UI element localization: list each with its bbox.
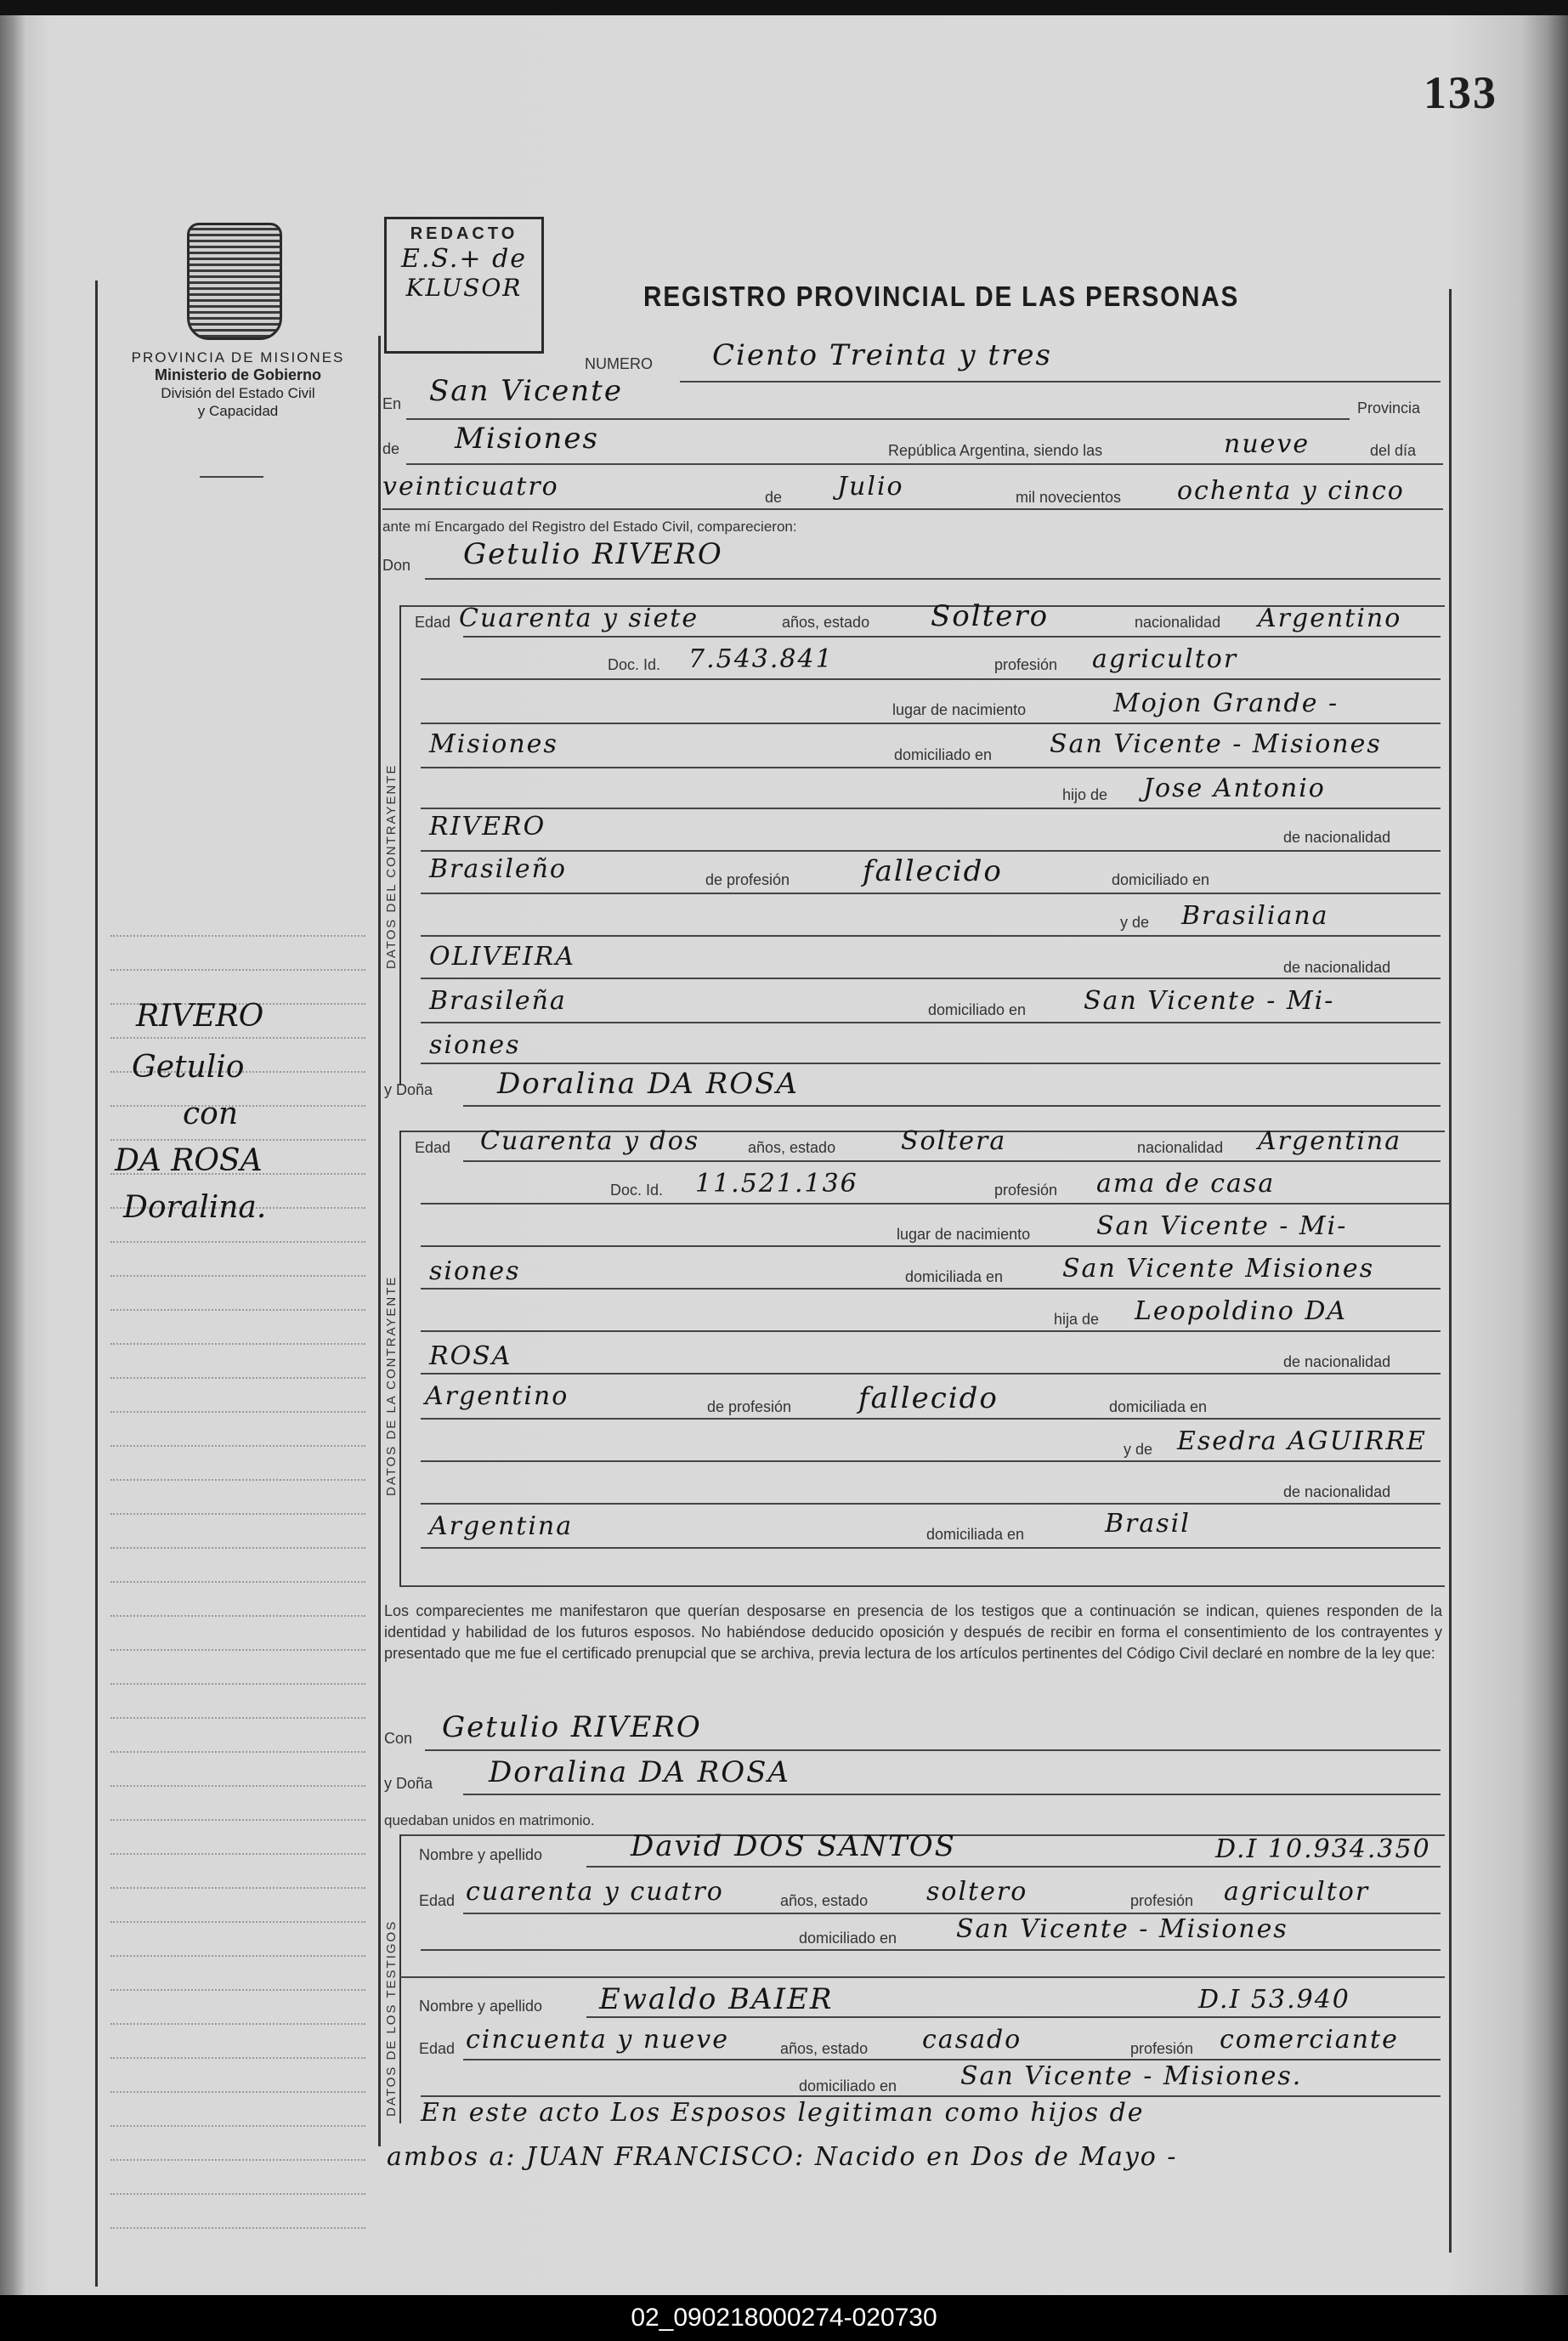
margin-dotted-line — [110, 1513, 365, 1515]
de-label: de — [382, 440, 400, 457]
f-dom-label: domiciliada en — [905, 1268, 1004, 1285]
margin-dotted-line — [110, 1343, 365, 1345]
mil-label: mil novecientos — [1016, 489, 1122, 506]
f-edad-value: Cuarenta y dos — [480, 1126, 700, 1156]
footer-id: 02_090218000274-020730 — [631, 2304, 937, 2332]
margin-dotted-line — [110, 969, 365, 971]
c-doc-line — [421, 678, 1441, 680]
t2-dom-value: San Vicente - Misiones. — [960, 2061, 1303, 2091]
t1-nombre-value: David DOS SANTOS — [631, 1829, 956, 1863]
f-prof-label: profesión — [994, 1182, 1058, 1199]
c-madre-dom-line — [421, 1063, 1441, 1064]
t2-nombre-line — [586, 2016, 1441, 2018]
margin-dotted-line — [110, 2159, 365, 2161]
t1-nombre-line — [586, 1866, 1441, 1868]
margin-dotted-line — [110, 1037, 365, 1039]
margin-dotted-line — [110, 1989, 365, 1991]
margin-dotted-line — [110, 1445, 365, 1447]
margin-dotted-line — [110, 2193, 365, 2195]
t1-anios-label: años, estado — [780, 1892, 869, 1909]
margin-note-line-4: DA ROSA — [115, 1143, 263, 1178]
f-madre-nac: Argentina — [429, 1511, 574, 1541]
page-top-edge — [0, 0, 1568, 15]
contrayente-section-label: DATOS DEL CONTRAYENTE — [384, 763, 399, 969]
division-label-2: y Capacidad — [197, 403, 279, 419]
c-prof-value: agricultor — [1092, 644, 1238, 674]
c-hijo-label: hijo de — [1062, 786, 1108, 803]
c-madre-value-2: OLIVEIRA — [429, 942, 576, 972]
c-padre-prof: fallecido — [863, 854, 1003, 888]
f-dom-value: San Vicente Misiones — [1062, 1254, 1375, 1284]
main-left-border — [378, 336, 381, 2146]
stamp-title: REDACTO — [410, 224, 518, 243]
t1-edad-value: cuarenta y cuatro — [466, 1877, 724, 1907]
f-anios-label: años, estado — [748, 1139, 836, 1156]
t2-nombre-label: Nombre y apellido — [419, 1998, 543, 2015]
coat-of-arms-seal — [187, 223, 282, 340]
stamp-line-2: KLUSOR — [405, 274, 523, 302]
margin-dotted-line — [110, 1275, 365, 1277]
margin-dotted-line — [110, 2227, 365, 2229]
margin-dotted-line — [110, 1887, 365, 1889]
ante-label: ante mí Encargado del Registro del Estado Civil, comparecieron: — [382, 519, 797, 535]
f-hija-line — [421, 1330, 1441, 1332]
en-label: En — [382, 395, 402, 412]
ministry-label: Ministerio de Gobierno — [154, 366, 321, 383]
t2-nombre-value: Ewaldo BAIER — [599, 1982, 834, 2016]
margin-note-line-5: Doralina. — [123, 1190, 267, 1225]
c-madre-value: Brasiliana — [1181, 901, 1329, 931]
c-de-nac-label: de nacionalidad — [1283, 829, 1391, 846]
c-lugar-value: Mojon Grande - — [1113, 689, 1339, 718]
c-edad-value: Cuarenta y siete — [459, 604, 699, 633]
t2-dom-line — [421, 2095, 1441, 2097]
en-line — [406, 418, 1350, 420]
don-value: Getulio RIVERO — [463, 537, 723, 571]
f-estado-value: Soltera — [901, 1126, 1007, 1156]
margin-note-line-3: con — [183, 1097, 239, 1131]
en-value: San Vicente — [429, 374, 623, 408]
f-hija-label: hija de — [1054, 1311, 1100, 1328]
c-de-prof-label: de profesión — [705, 871, 790, 888]
f-lugar-line — [421, 1245, 1441, 1247]
t1-dom-value: San Vicente - Misiones — [956, 1914, 1288, 1944]
margin-note-line-1: RIVERO — [136, 999, 264, 1034]
f-madre2-line — [421, 1503, 1441, 1505]
f-edad-label: Edad — [415, 1139, 451, 1156]
page-number: 133 — [1424, 67, 1497, 118]
c-dom2-label: domiciliado en — [1112, 871, 1210, 888]
t2-edad-line — [463, 2059, 1441, 2060]
hora-value: nueve — [1224, 429, 1310, 459]
f-de-prof-label: de profesión — [707, 1398, 792, 1415]
margin-dotted-line — [110, 1751, 365, 1753]
margin-dotted-line — [110, 2091, 365, 2093]
dona-label: y Doña — [384, 1081, 433, 1098]
f-dom2-label: domiciliada en — [1109, 1398, 1208, 1415]
f-doc-value: 11.521.136 — [695, 1169, 858, 1199]
f-dom-line — [421, 1288, 1441, 1290]
numero-value: Ciento Treinta y tres — [712, 338, 1052, 372]
dia-value: veinticuatro — [382, 472, 559, 502]
c-y-de-label: y de — [1120, 914, 1150, 931]
c-nac-label: nacionalidad — [1135, 614, 1221, 631]
declaration-paragraph: Los comparecientes me manifestaron que querían desposarse en presencia de los testigos que a continuación se indican, quienes responden de la identidad y habilidad de los futuros esposos. No habiéndose deducido oposición y después de recibir en forma el consentimiento de los contrayentes y presentado que me fue el certificado prenupcial que se archiva, previa lectura de los artículos pertinentes del Código Civil declaré en nombre de la ley que: — [384, 1602, 1442, 1662]
t1-edad-label: Edad — [419, 1892, 456, 1909]
f-de-nac-label: de nacionalidad — [1283, 1353, 1391, 1370]
c-doc-value: 7.543.841 — [688, 644, 834, 674]
c-madre2-line — [421, 978, 1441, 979]
c-dom-line — [421, 767, 1441, 768]
stamp-line-1: E.S.+ de — [400, 244, 528, 274]
t1-prof-label: profesión — [1130, 1892, 1194, 1909]
contrayenta-left-rule — [399, 1131, 401, 1585]
margin-dotted-line — [110, 1785, 365, 1787]
c-dom-value: San Vicente - Misiones — [1050, 729, 1382, 759]
numero-label: NUMERO — [585, 355, 653, 372]
provincia-label: Provincia — [1357, 400, 1421, 417]
c-edad-label: Edad — [415, 614, 451, 631]
testigos-mid-rule — [399, 1976, 1445, 1978]
note-line-1: En este acto Los Esposos legitiman como hijos de — [421, 2098, 1145, 2128]
c-lugar-label: lugar de nacimiento — [892, 701, 1027, 718]
footer-bar — [0, 2295, 1568, 2341]
margin-dotted-line — [110, 1649, 365, 1651]
margin-dotted-line — [110, 1819, 365, 1821]
de-value: Misiones — [455, 422, 599, 456]
margin-dotted-line — [110, 1683, 365, 1685]
c-madre-nac-line — [421, 1022, 1441, 1023]
c-padre-value-2: RIVERO — [429, 812, 546, 842]
margin-note-line-2: Getulio — [132, 1050, 245, 1085]
mes-value: Julio — [837, 472, 904, 502]
f-madre-dom-label: domiciliada en — [926, 1526, 1025, 1543]
t2-prof-value: comerciante — [1220, 2025, 1399, 2055]
union-dona-label: y Doña — [384, 1775, 433, 1792]
c-madre-line — [421, 935, 1441, 937]
f-madre-dom: Brasil — [1105, 1509, 1191, 1539]
margin-dotted-line — [110, 1241, 365, 1243]
letterhead — [102, 349, 374, 420]
union-dona-value: Doralina DA ROSA — [489, 1755, 790, 1789]
f-padre-value: Leopoldino DA — [1135, 1296, 1348, 1326]
f-lugar-value-2: siones — [429, 1256, 521, 1286]
f-padre-value-2: ROSA — [429, 1341, 512, 1371]
contrayenta-section-label: DATOS DE LA CONTRAYENTE — [384, 1275, 399, 1496]
f-madre-de-nac-label: de nacionalidad — [1283, 1483, 1391, 1500]
c-padre-nac: Brasileño — [429, 854, 567, 884]
margin-dotted-line — [110, 2023, 365, 2025]
margin-dotted-line — [110, 2057, 365, 2059]
t1-di-value: D.I 10.934.350 — [1215, 1834, 1431, 1864]
t1-prof-value: agricultor — [1224, 1877, 1370, 1907]
anio-value: ochenta y cinco — [1177, 476, 1405, 506]
numero-line — [680, 381, 1441, 383]
c-prof-label: profesión — [994, 656, 1058, 673]
quedaban-label: quedaban unidos en matrimonio. — [384, 1812, 595, 1828]
margin-dotted-line — [110, 1139, 365, 1141]
dona-value: Doralina DA ROSA — [497, 1067, 799, 1101]
margin-dotted-line — [110, 1853, 365, 1855]
margin-dotted-line — [110, 1411, 365, 1413]
f-lugar-value: San Vicente - Mi- — [1096, 1211, 1348, 1241]
c-edad-line — [463, 636, 1441, 638]
t2-edad-value: cincuenta y nueve — [466, 2025, 729, 2055]
contrayente-left-rule — [399, 605, 401, 1085]
margin-dotted-line — [110, 1955, 365, 1957]
con-value: Getulio RIVERO — [442, 1710, 702, 1744]
margin-dotted-line — [110, 2125, 365, 2127]
t1-estado-value: soltero — [926, 1877, 1028, 1907]
c-madre-dom: San Vicente - Mi- — [1084, 986, 1335, 1016]
margin-dotted-line — [110, 1547, 365, 1549]
t1-dom-label: domiciliado en — [799, 1930, 897, 1947]
c-doc-label: Doc. Id. — [608, 656, 661, 673]
f-madre-line — [421, 1460, 1441, 1462]
c-lugar-line — [421, 723, 1441, 724]
margin-dotted-line — [110, 1717, 365, 1719]
union-dona-line — [463, 1794, 1441, 1795]
f-nac-label: nacionalidad — [1137, 1139, 1224, 1156]
t2-dom-label: domiciliado en — [799, 2077, 897, 2094]
f-doc-label: Doc. Id. — [610, 1182, 664, 1199]
c-madre-nac: Brasileña — [429, 986, 567, 1016]
con-line — [425, 1749, 1441, 1751]
t2-di-value: D.I 53.940 — [1198, 1985, 1350, 2015]
c-padre-value: Jose Antonio — [1143, 774, 1326, 803]
left-margin-rule — [95, 281, 98, 2287]
division-label: División del Estado Civil — [161, 385, 315, 401]
letterhead-divider — [200, 476, 263, 478]
c-nac-value: Argentino — [1258, 604, 1402, 633]
margin-dotted-line — [110, 1479, 365, 1481]
f-y-de-label: y de — [1124, 1441, 1153, 1458]
margin-dotted-line — [110, 1581, 365, 1583]
note-line-2: ambos a: JUAN FRANCISCO: Nacido en Dos de Mayo - — [387, 2142, 1178, 2172]
de2-label: de — [765, 489, 783, 506]
testigos-section-label: DATOS DE LOS TESTIGOS — [384, 1919, 399, 2117]
f-madre-value: Esedra AGUIRRE — [1177, 1426, 1427, 1456]
c-dom-label: domiciliado en — [894, 746, 993, 763]
t1-edad-line — [463, 1913, 1441, 1914]
f-lugar-label: lugar de nacimiento — [897, 1226, 1031, 1243]
document-title: REGISTRO PROVINCIAL DE LAS PERSONAS — [643, 281, 1240, 312]
fecha-line — [382, 508, 1443, 510]
margin-dotted-line — [110, 1615, 365, 1617]
f-padre-nac: Argentino — [425, 1381, 569, 1411]
t2-edad-label: Edad — [419, 2040, 456, 2057]
c-padre-nac-line — [421, 893, 1441, 894]
con-label: Con — [384, 1730, 413, 1747]
f-madre-nac-line — [421, 1547, 1441, 1549]
f-padre-prof: fallecido — [858, 1381, 999, 1415]
redacto-stamp — [384, 217, 544, 354]
f-edad-line — [463, 1160, 1441, 1162]
republica-label: República Argentina, siendo las — [888, 442, 1103, 459]
t1-nombre-label: Nombre y apellido — [419, 1846, 543, 1863]
testigos-left-rule — [399, 1834, 401, 2123]
c-hijo-line — [421, 808, 1441, 809]
don-line — [425, 578, 1441, 580]
dona-line — [463, 1105, 1441, 1107]
de-line — [406, 463, 1443, 465]
c-anios-label: años, estado — [782, 614, 870, 631]
t2-prof-label: profesión — [1130, 2040, 1194, 2057]
t1-dom-line — [421, 1949, 1441, 1951]
don-label: Don — [382, 557, 411, 574]
contrayenta-bottom-rule — [399, 1585, 1445, 1587]
c-madre-de-nac-label: de nacionalidad — [1283, 959, 1391, 976]
f-padre-nac-line — [421, 1418, 1441, 1420]
margin-dotted-line — [110, 935, 365, 937]
t2-estado-value: casado — [922, 2025, 1022, 2055]
c-madre-dom-label: domiciliado en — [928, 1001, 1027, 1018]
margin-dotted-line — [110, 1309, 365, 1311]
c-lugar-value-2: Misiones — [429, 729, 558, 759]
c-estado-value: Soltero — [931, 599, 1050, 633]
margin-dotted-line — [110, 1921, 365, 1923]
right-border — [1449, 289, 1452, 2253]
f-nac-value: Argentina — [1258, 1126, 1402, 1156]
f-padre-line — [421, 1373, 1441, 1375]
margin-dotted-line — [110, 1377, 365, 1379]
c-madre-dom-2: siones — [429, 1030, 521, 1060]
f-prof-value: ama de casa — [1096, 1169, 1276, 1199]
del-dia-label: del día — [1370, 442, 1417, 459]
t2-anios-label: años, estado — [780, 2040, 869, 2057]
c-padre-line — [421, 850, 1441, 852]
f-doc-line — [421, 1203, 1449, 1205]
province-label: PROVINCIA DE MISIONES — [131, 349, 345, 366]
